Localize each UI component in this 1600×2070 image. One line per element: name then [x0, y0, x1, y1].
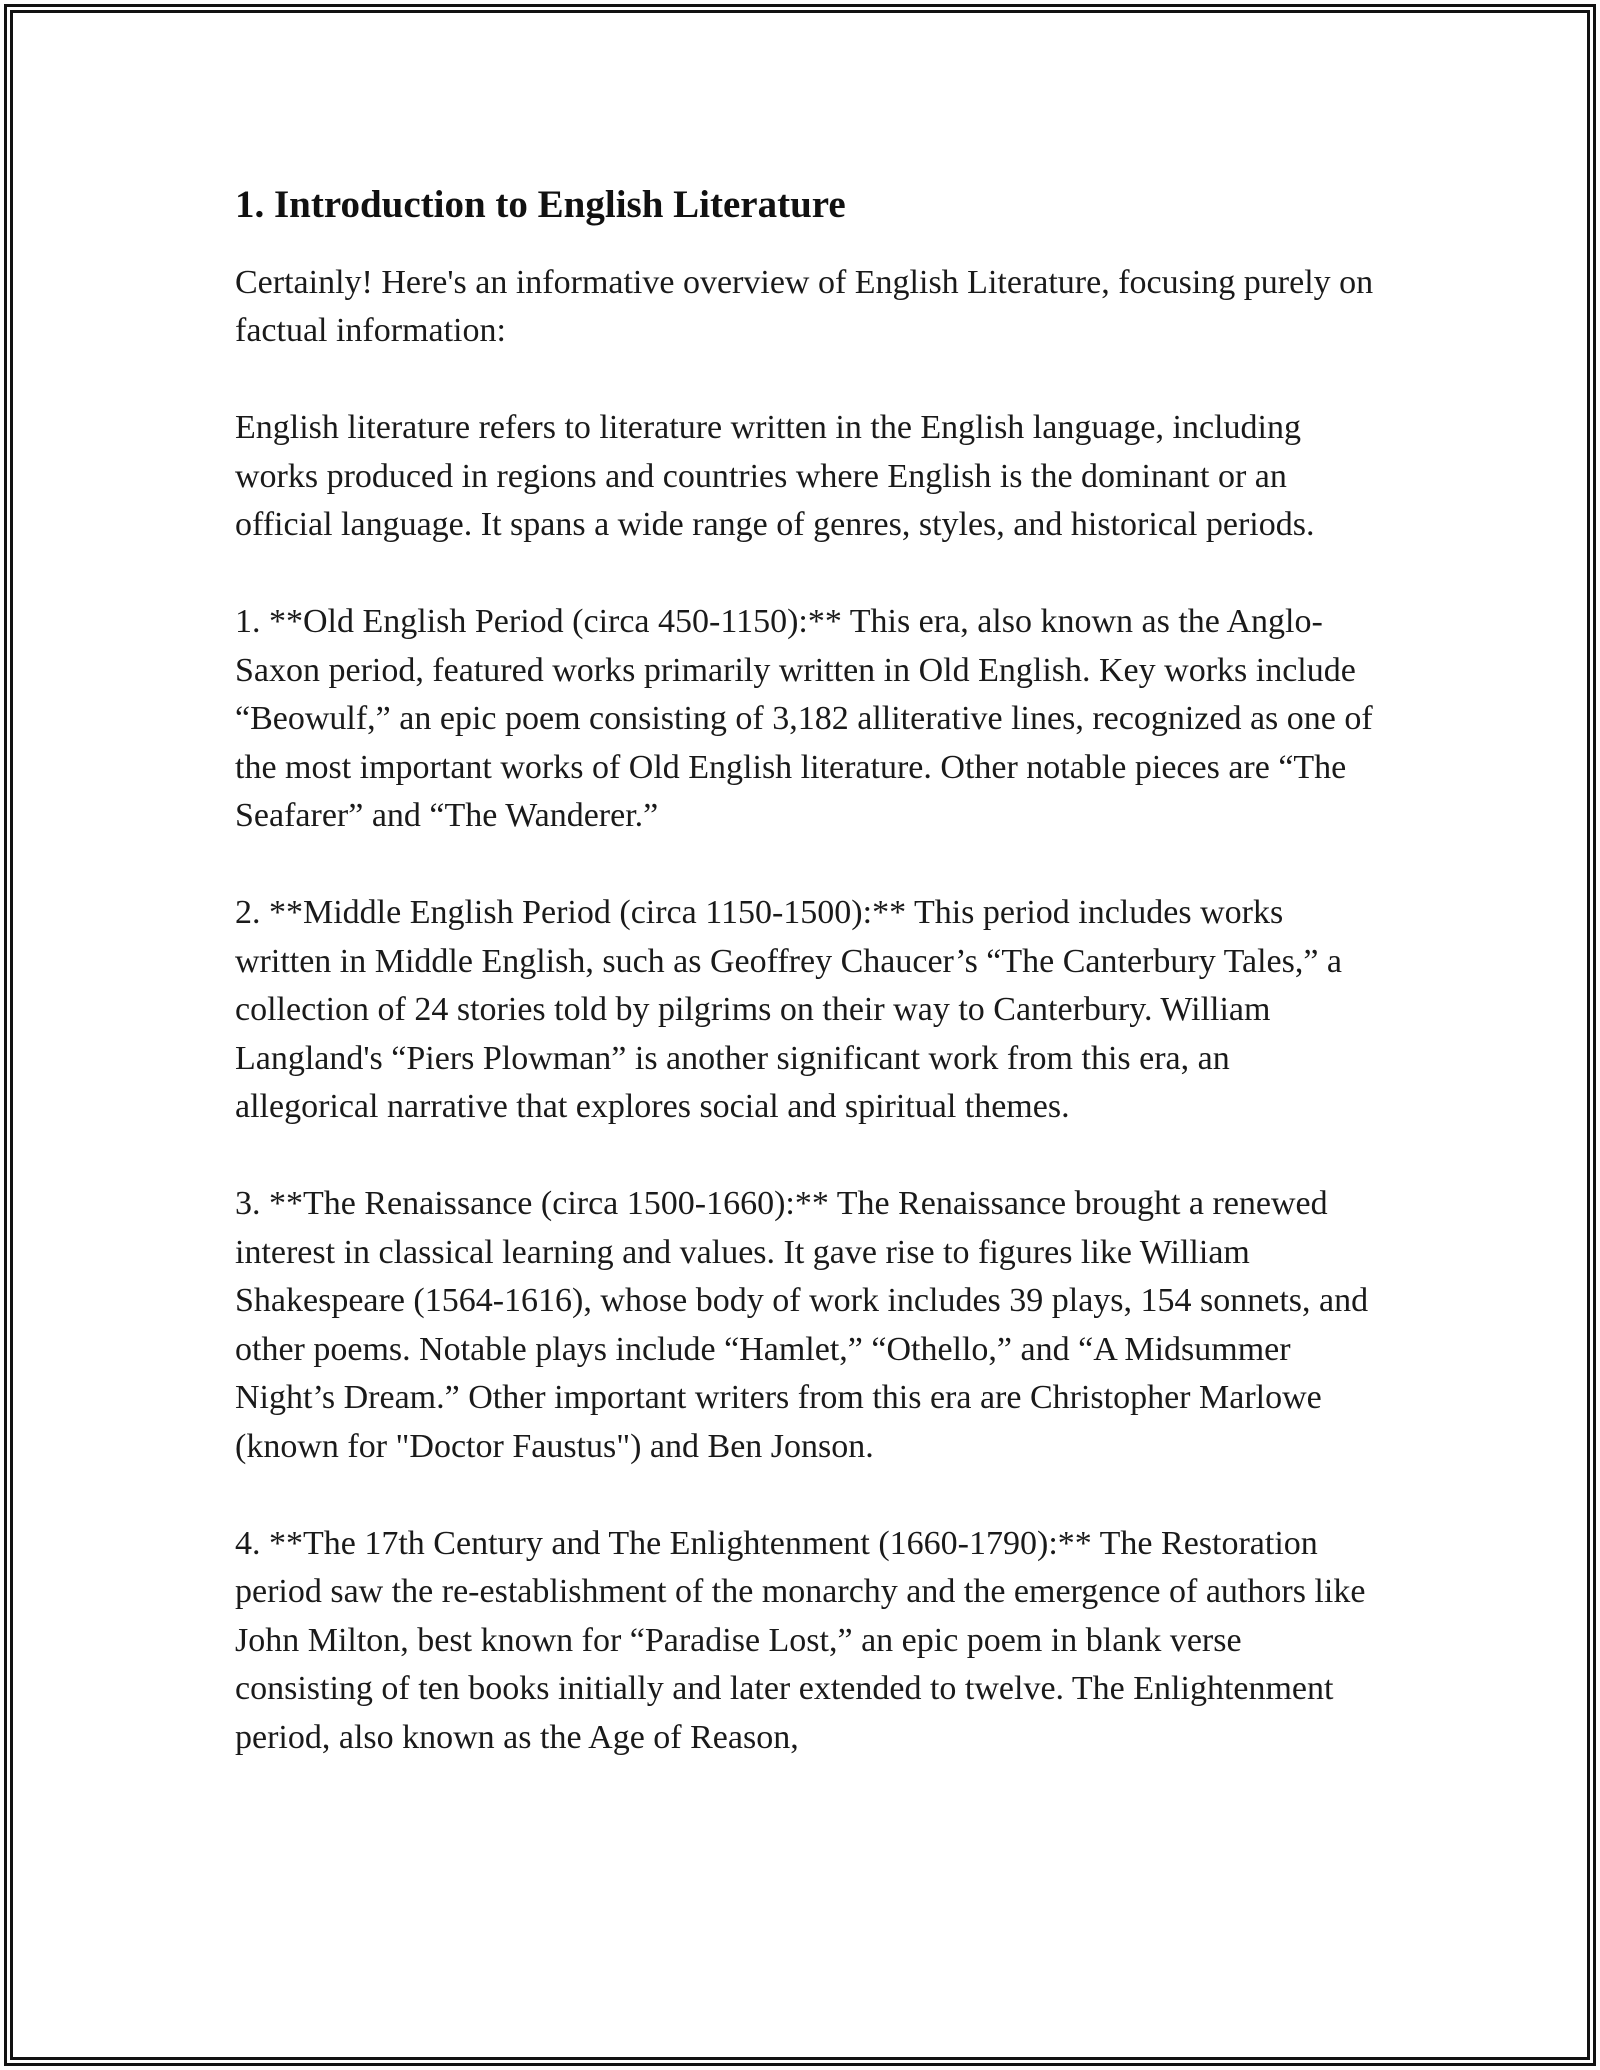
document-title: 1. Introduction to English Literature	[235, 183, 846, 226]
paragraph-renaissance: 3. **The Renaissance (circa 1500-1660):** The Renaissance brought a renewed interest in classical learning and values. It gave rise to figures like William Shakespeare (1564-1616), whose body of work includes 39 plays, 154 sonnets, and other poems. Notable plays include “Hamlet,” “Othello,” and “A Midsummer Night’s Dream.” Other important writers from this era are Christopher Marlowe (known for "Doctor Faustus") and Ben Jonson.	[235, 1185, 1369, 1465]
paragraph-definition: English literature refers to literature written in the English language, including works produced in regions and countries where English is the dominant or an official language. It spans a wide range of genres, styles, and historical periods.	[235, 409, 1315, 544]
paragraph-old-english: 1. **Old English Period (circa 450-1150):** This era, also known as the Anglo-Saxon period, featured works primarily written in Old English. Key works include “Beowulf,” an epic poem consisting of 3,182 alliterative lines, recognized as one of the most important works of Old English literature. Other notable pieces are “The Seafarer” and “The Wanderer.”	[235, 603, 1373, 835]
document-body	[235, 180, 1375, 1811]
paragraph-intro: Certainly! Here's an informative overview of English Literature, focusing purely on factual information:	[235, 263, 1374, 350]
paragraph-middle-english: 2. **Middle English Period (circa 1150-1500):** This period includes works written in Middle English, such as Geoffrey Chaucer’s “The Canterbury Tales,” a collection of 24 stories told by pilgrims on their way to Canterbury. William Langland's “Piers Plowman” is another significant work from this era, an allegorical narrative that explores social and spiritual themes.	[235, 894, 1343, 1126]
paragraph-enlightenment: 4. **The 17th Century and The Enlightenment (1660-1790):** The Restoration period saw the re-establishment of the monarchy and the emergence of authors like John Milton, best known for “Paradise Lost,” an epic poem in blank verse consisting of ten books initially and later extended to twelve. The Enlightenment period, also known as the Age of Reason,	[235, 1524, 1366, 1756]
